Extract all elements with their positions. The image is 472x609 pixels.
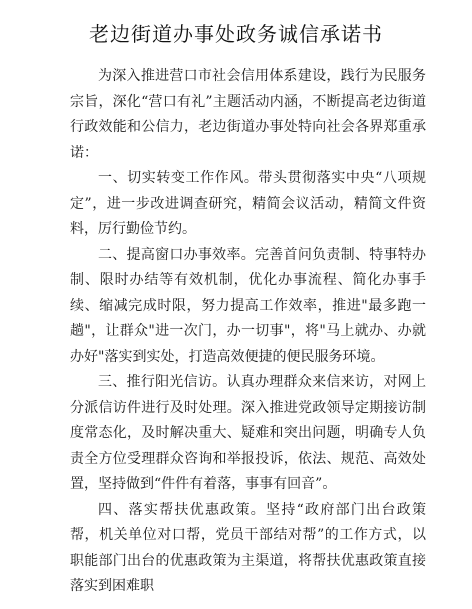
document-title: 老边街道办事处政务诚信承诺书 xyxy=(89,22,383,46)
paragraph-item-3: 三、推行阳光信访。认真办理群众来信来访，对网上分派信访件进行及时处理。深入推进党政领导定期接访制度常态化，及时解决重大、疑难和突出问题，明确专人负责全方位受理群众咨询和举报投诉，依法、规范、高效处置，坚持做到“件件有着落，事事有回音”。 xyxy=(70,374,426,492)
document-body xyxy=(70,64,426,600)
paragraph-intro: 为深入推进营口市社会信用体系建设，践行为民服务宗旨，深化“营口有礼”主题活动内涵，不断提高老边街道行政效能和公信力，老边街道办事处特向社会各界郑重承诺： xyxy=(70,68,426,161)
paragraph-item-2: 二、提高窗口办事效率。完善首问负责制、特事特办制、限时办结等有效机制，优化办事流程、简化办事手续、缩减完成时限，努力提高工作效率，推进"最多跑一趟"，让群众"进一次门，办一切事"，将"马上就办、办就办好"落实到实处，打造高效便捷的便民服务环境。 xyxy=(70,246,426,365)
paragraph-item-4: 四、落实帮扶优惠政策。坚持“政府部门出台政策帮，机关单位对口帮，党员干部结对帮”的工作方式，以职能部门出台的优惠政策为主渠道，将帮扶优惠政策直接落实到困难职 xyxy=(70,501,426,594)
paragraph-item-1: 一、切实转变工作作风。带头贯彻落实中央“八项规定”，进一步改进调查研究，精简会议活动，精简文件资料，厉行勤俭节约。 xyxy=(70,170,426,237)
